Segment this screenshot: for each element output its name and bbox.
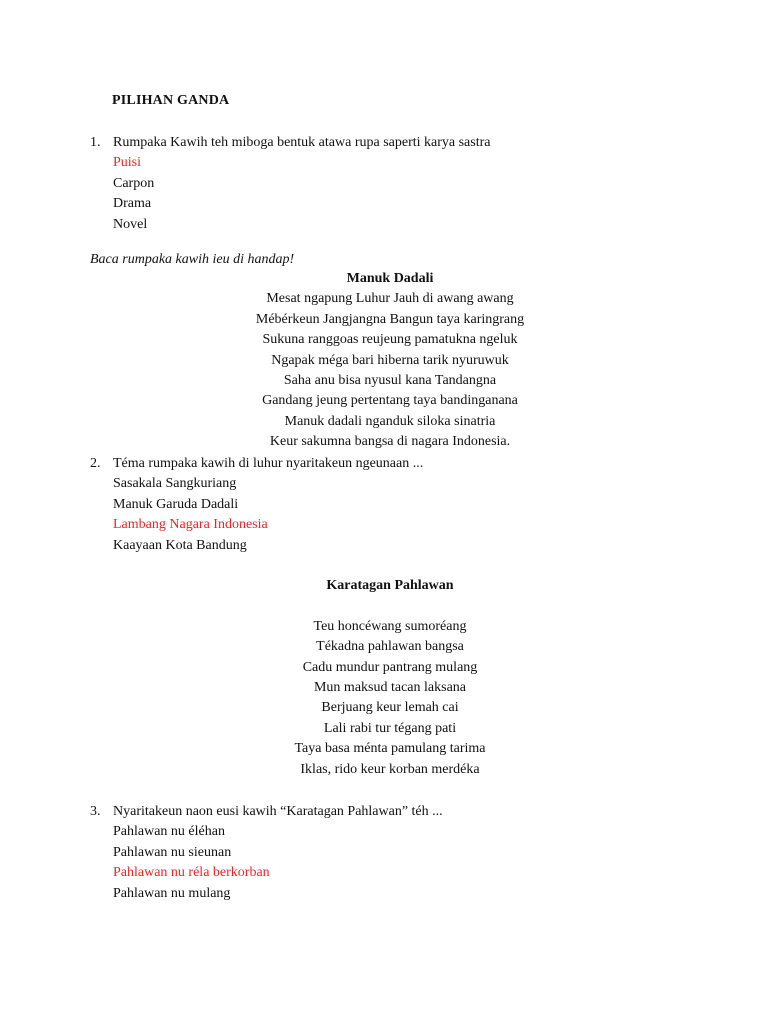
question-number: 2. [90,456,101,471]
option: Drama [113,196,152,212]
section-heading: PILIHAN GANDA [112,93,230,108]
question-text: Rumpaka Kawih teh miboga bentuk atawa rupa saperti karya sastra [113,135,491,150]
question-3 [90,802,710,904]
option-correct: Pahlawan nu réla berkorban [113,865,270,881]
option: Pahlawan nu sieunan [113,844,232,860]
question-number: 1. [90,135,101,150]
poem-line: Taya basa ménta pamulang tarima [294,741,486,757]
poem-spacer [190,596,590,616]
question-3-stem [90,802,710,822]
poem-line: Mun maksud tacan laksana [313,679,466,695]
option: Carpon [113,175,155,191]
question-text: Nyaritakeun naon eusi kawih “Karatagan Pahlawan” téh ... [113,804,443,819]
question-2-stem [90,454,710,474]
poem-line: Cadu mundur pantrang mulang [302,659,478,675]
option-correct: Lambang Nagara Indonesia [113,517,268,533]
poem-line: Keur sakumna bangsa di nagara Indonesia. [269,434,511,450]
poem-line: Berjuang keur lemah cai [321,700,459,716]
poem-line: Gandang jeung pertentang taya bandinganana [262,393,518,409]
option: Novel [113,216,148,232]
poem-line: Saha anu bisa nyusul kana Tandangna [283,372,497,388]
poem-line: Sukuna ranggoas reujeung pamatukna ngeluk [262,332,518,348]
poem-line: Ngapak méga bari hiberna tarik nyuruwuk [271,352,509,368]
option-correct: Puisi [113,155,142,171]
option: Pahlawan nu mulang [113,885,231,901]
question-2 [90,454,710,556]
question-text: Téma rumpaka kawih di luhur nyaritakeun ngeunaan ... [113,456,424,471]
poem-line: Tékadna pahlawan bangsa [316,639,464,655]
option: Manuk Garuda Dadali [113,496,239,512]
question-1-stem [90,133,710,153]
poem-line: Manuk dadali nganduk siloka sinatria [284,413,496,429]
poem-line: Mesat ngapung Luhur Jauh di awang awang [266,291,514,307]
poem-line: Lali rabi tur tégang pati [323,720,457,736]
option: Sasakala Sangkuriang [113,476,237,492]
poem-line: Iklas, rido keur korban merdéka [300,761,480,777]
poem-line: Mébérkeun Jangjangna Bangun taya karingrang [255,311,525,327]
reading-instruction: Baca rumpaka kawih ieu di handap! [90,252,295,267]
option: Kaayaan Kota Bandung [113,537,247,553]
poem-karatagan-pahlawan [190,576,590,780]
question-number: 3. [90,804,101,819]
poem-title: Manuk Dadali [346,271,434,286]
option: Pahlawan nu éléhan [113,824,225,840]
question-1 [90,133,710,235]
poem-line: Teu honcéwang sumoréang [313,618,467,634]
poem-title: Karatagan Pahlawan [326,578,454,593]
poem-manuk-dadali [190,269,590,453]
